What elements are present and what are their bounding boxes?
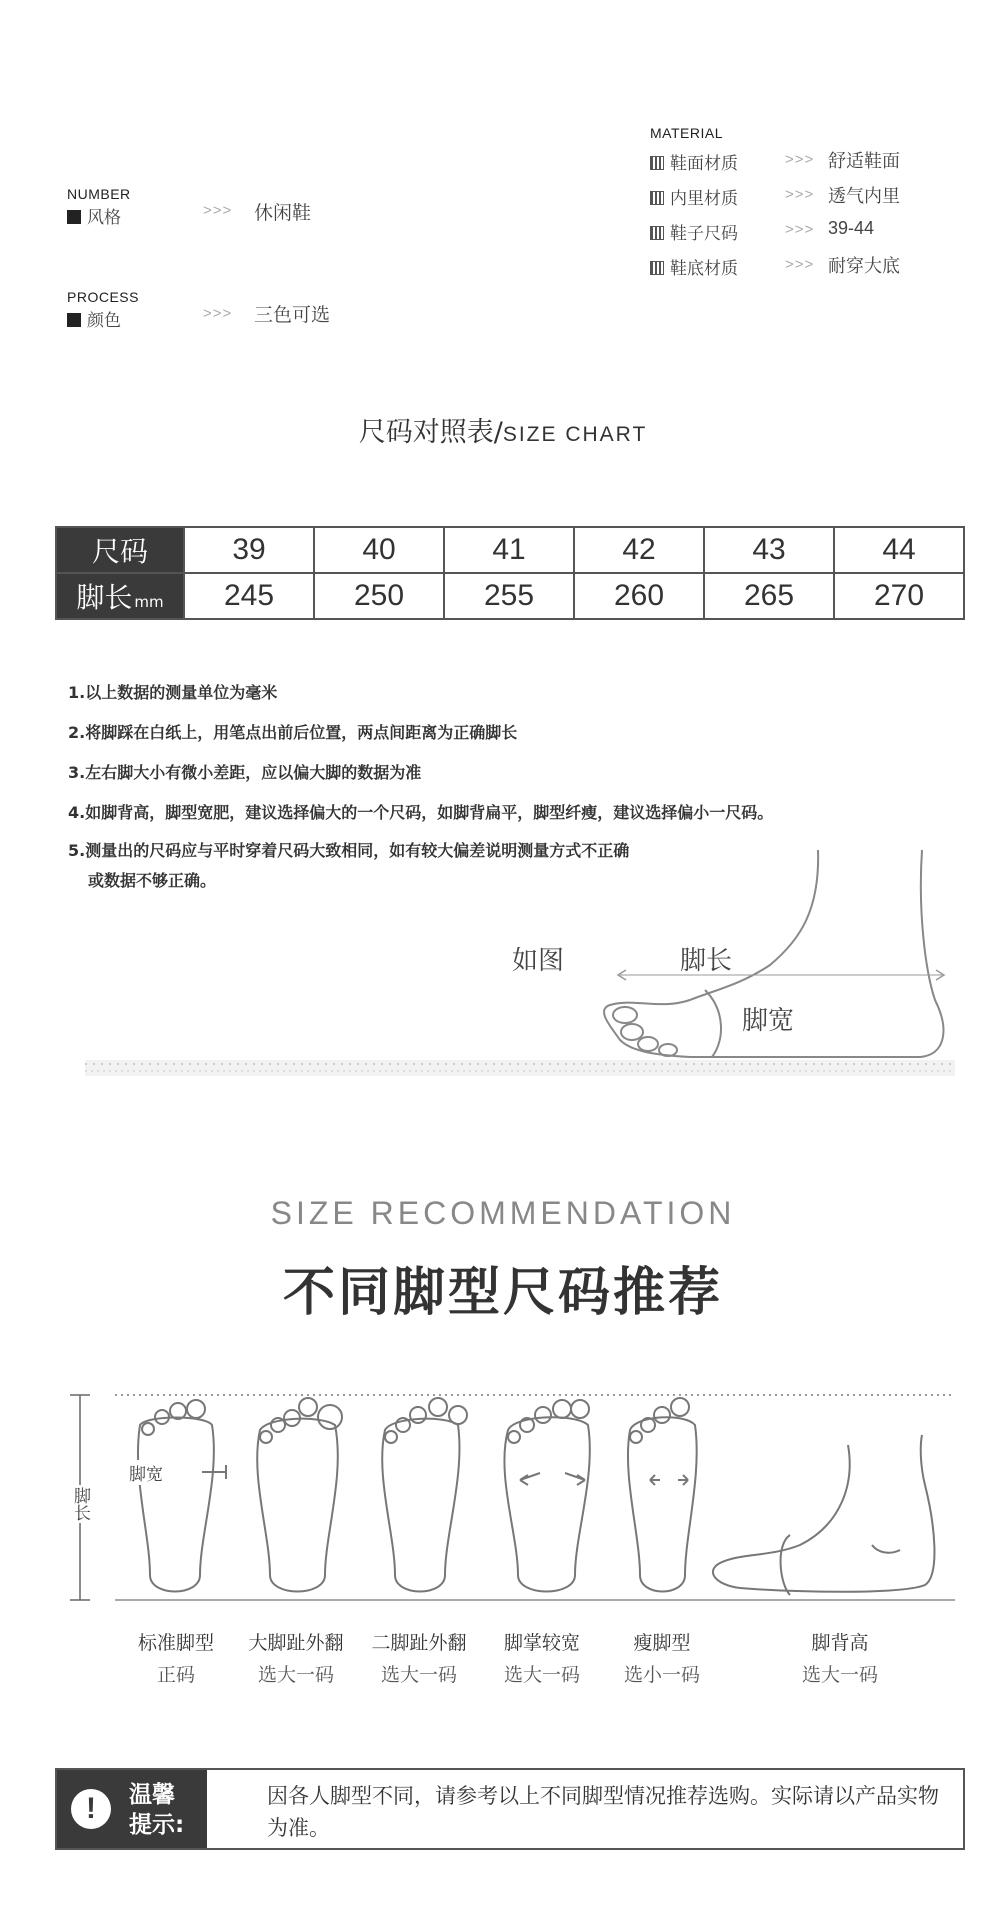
style-value: 休闲鞋 [254, 202, 312, 224]
foot-type-name: 大脚趾外翻 [248, 1632, 344, 1654]
foot-type-advice: 选大一码 [801, 1664, 878, 1686]
foot-type-name: 标准脚型 [137, 1632, 214, 1654]
material-item-value: 透气内里 [828, 186, 900, 207]
note-5-continued: 或数据不够正确。 [88, 871, 217, 890]
note-2: 2.将脚踩在白纸上，用笔点出前后位置，两点间距离为正确脚长 [68, 723, 518, 742]
material-item-label: 鞋面材质 [650, 149, 738, 174]
foot-outline-high-instep [713, 1435, 935, 1595]
length-cell: 255 [444, 573, 574, 619]
size-cell: 44 [834, 527, 964, 573]
foot-type-advice: 选大一码 [380, 1664, 457, 1686]
foot-measure-illustration [0, 850, 1006, 1090]
tip-header [57, 1770, 207, 1848]
size-cell: 41 [444, 527, 574, 573]
size-cell: 40 [314, 527, 444, 573]
arrows-icon: >>> [785, 151, 815, 168]
foot-type-name: 脚掌较宽 [503, 1632, 580, 1654]
length-cell: 245 [184, 573, 314, 619]
foot-type-advice: 正码 [156, 1664, 195, 1686]
material-item-label: 内里材质 [650, 184, 738, 209]
foot-outline-slim [628, 1398, 697, 1592]
arrows-icon: >>> [785, 256, 815, 273]
size-table [55, 526, 965, 620]
material-item-label: 鞋底材质 [650, 254, 738, 279]
arrows-icon: >>> [203, 305, 233, 322]
process-label: PROCESS [67, 289, 139, 305]
size-cell: 43 [704, 527, 834, 573]
grid-bullet-icon [650, 156, 664, 170]
size-cell: 39 [184, 527, 314, 573]
note-1: 1.以上数据的测量单位为毫米 [68, 683, 278, 702]
foot-length-label: 脚长 [680, 946, 733, 976]
foot-types-illustration [0, 1385, 1006, 1620]
ru-tu-label: 如图 [512, 946, 565, 976]
material-item-value: 耐穿大底 [828, 256, 900, 277]
foot-type-advice: 选大一码 [503, 1664, 580, 1686]
note-3: 3.左右脚大小有微小差距，应以偏大脚的数据为准 [68, 763, 422, 782]
table-row [56, 573, 964, 619]
length-row-header: 脚长 mm [56, 573, 184, 619]
table-row [56, 527, 964, 573]
grid-bullet-icon [650, 226, 664, 240]
color-value: 三色可选 [254, 304, 331, 326]
foot-outline-bunion [257, 1398, 342, 1592]
foot-type-name: 瘦脚型 [633, 1632, 691, 1654]
material-item-value: 舒适鞋面 [828, 151, 900, 172]
foot-type-advice: 选大一码 [257, 1664, 334, 1686]
material-item-value: 39-44 [828, 218, 875, 238]
grid-bullet-icon [650, 191, 664, 205]
number-label: NUMBER [67, 186, 131, 202]
square-bullet-icon [67, 210, 81, 224]
exclamation-icon: ! [71, 1789, 111, 1829]
recommendation-en-title: SIZE RECOMMENDATION [270, 1195, 736, 1231]
color-label: 颜色 [67, 306, 121, 331]
tip-title: 温馨 提示: [129, 1782, 185, 1838]
arrows-icon: >>> [203, 202, 233, 219]
length-cell: 265 [704, 573, 834, 619]
size-row-header: 尺码 [56, 527, 184, 573]
tip-box [55, 1768, 965, 1850]
material-item-label: 鞋子尺码 [650, 219, 738, 244]
note-5: 5.测量出的尺码应与平时穿着尺码大致相同，如有较大偏差说明测量方式不正确 [68, 841, 630, 860]
foot-width-label: 脚宽 [742, 1006, 795, 1036]
square-bullet-icon [67, 313, 81, 327]
arrows-icon: >>> [785, 221, 815, 238]
grid-bullet-icon [650, 261, 664, 275]
length-cell: 270 [834, 573, 964, 619]
foot-type-name: 脚背高 [811, 1632, 869, 1654]
arrows-icon: >>> [785, 186, 815, 203]
foot-outline-wide [504, 1400, 589, 1592]
foot-type-advice: 选小一码 [623, 1664, 700, 1686]
foot-outline-standard [128, 1400, 226, 1592]
material-label: MATERIAL [650, 125, 723, 141]
foot-length-marker-label: 脚长 [68, 1485, 93, 1523]
size-chart-title: 尺码对照表/SIZE CHART [358, 417, 648, 448]
length-cell: 250 [314, 573, 444, 619]
note-4: 4.如脚背高，脚型宽肥，建议选择偏大的一个尺码，如脚背扁平，脚型纤瘦，建议选择偏小一尺码。 [68, 803, 774, 822]
foot-type-name: 二脚趾外翻 [371, 1632, 467, 1654]
recommendation-title: 不同脚型尺码推荐 [282, 1263, 723, 1323]
length-cell: 260 [574, 573, 704, 619]
tip-text: 因各人脚型不同，请参考以上不同脚型情况推荐选购。实际请以产品实物为准。 [267, 1784, 939, 1840]
foot-outline-second-toe [382, 1398, 467, 1592]
foot-width-marker-label: 脚宽 [127, 1460, 165, 1485]
style-label: 风格 [67, 203, 121, 228]
size-cell: 42 [574, 527, 704, 573]
